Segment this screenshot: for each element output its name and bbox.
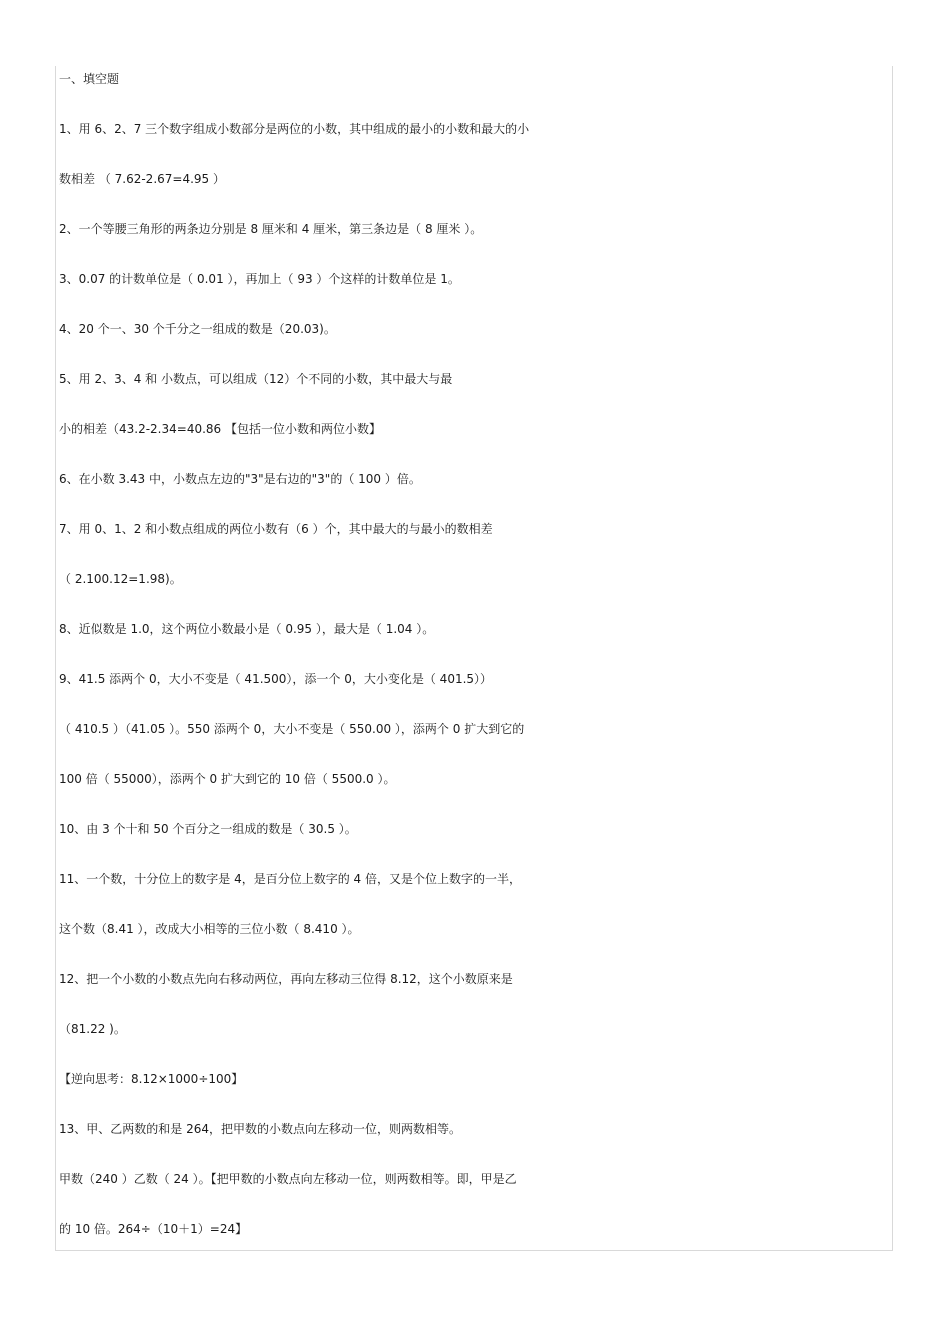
text-line: 小的相差（43.2-2.34=40.86 【包括一位小数和两位小数】	[59, 422, 381, 436]
text-line: 【逆向思考：8.12×1000÷100】	[59, 1072, 244, 1086]
text-line: 7、用 0、1、2 和小数点组成的两位小数有（6 ）个，其中最大的与最小的数相差	[59, 522, 493, 536]
text-line: 2、一个等腰三角形的两条边分别是 8 厘米和 4 厘米，第三条边是（ 8 厘米 ）。	[59, 222, 483, 236]
text-line: （ 2.100.12=1.98)。	[59, 572, 182, 586]
text-line: 100 倍（ 55000），添两个 0 扩大到它的 10 倍（ 5500.0 ）。	[59, 772, 396, 786]
text-line: 11、一个数，十分位上的数字是 4，是百分位上数字的 4 倍，又是个位上数字的一半，	[59, 872, 521, 886]
text-line: 数相差 （ 7.62-2.67=4.95 ）	[59, 172, 225, 186]
text-line: 12、把一个小数的小数点先向右移动两位，再向左移动三位得 8.12，这个小数原来是	[59, 972, 513, 986]
text-line: 3、0.07 的计数单位是（ 0.01 ），再加上（ 93 ）个这样的计数单位是 1。	[59, 272, 460, 286]
text-line: （ 410.5 ）（41.05 ）。550 添两个 0，大小不变是（ 550.00 ），添两个 0 扩大到它的	[59, 722, 525, 736]
text-line: 13、甲、乙两数的和是 264，把甲数的小数点向左移动一位，则两数相等。	[59, 1122, 461, 1136]
section-title: 一、填空题	[59, 72, 120, 86]
text-line: 的 10 倍。264÷（10＋1）=24】	[59, 1222, 248, 1236]
text-line: 5、用 2、3、4 和 小数点，可以组成（12）个不同的小数，其中最大与最	[59, 372, 453, 386]
text-line: （81.22 )。	[59, 1022, 126, 1036]
text-line: 甲数（240 ）乙数（ 24 ）。【把甲数的小数点向左移动一位，则两数相等。即，甲是乙	[59, 1172, 517, 1186]
text-line: 6、在小数 3.43 中，小数点左边的"3"是右边的"3"的（ 100 ）倍。	[59, 472, 421, 486]
document-body	[59, 58, 899, 1258]
text-line: 4、20 个一、30 个千分之一组成的数是（20.03)。	[59, 322, 336, 336]
text-line: 9、41.5 添两个 0，大小不变是（ 41.500），添一个 0，大小变化是（ 401.5））	[59, 672, 493, 686]
text-line: 这个数（8.41 ），改成大小相等的三位小数（ 8.410 ）。	[59, 922, 360, 936]
text-line: 8、近似数是 1.0，这个两位小数最小是（ 0.95 ），最大是（ 1.04 ）。	[59, 622, 435, 636]
text-line: 1、用 6、2、7 三个数字组成小数部分是两位的小数，其中组成的最小的小数和最大的小	[59, 122, 530, 136]
text-line: 10、由 3 个十和 50 个百分之一组成的数是（ 30.5 ）。	[59, 822, 357, 836]
